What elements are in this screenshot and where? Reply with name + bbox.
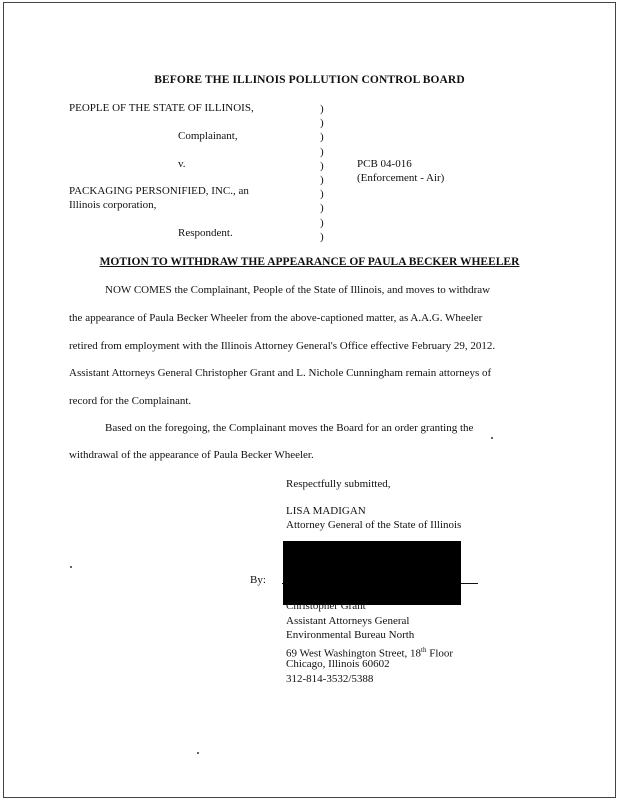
signer-name: Christopher Grant xyxy=(286,600,366,612)
paren: ) xyxy=(320,131,324,144)
paren: ) xyxy=(320,159,324,172)
closing: Respectfully submitted, xyxy=(286,478,391,490)
bureau-name: Environmental Bureau North xyxy=(286,629,415,641)
caption-parentheses xyxy=(320,102,324,244)
by-label: By: xyxy=(250,574,266,586)
body-line: Assistant Attorneys General Christopher Grant and L. Nichole Cunningham remain attorneys of xyxy=(69,367,492,379)
street-address-text: 69 West Washington Street, 18 xyxy=(286,647,422,660)
paren: ) xyxy=(320,230,324,243)
phone-number: 312-814-3532/5388 xyxy=(286,673,374,685)
city-address: Chicago, Illinois 60602 xyxy=(286,658,390,670)
defendant-name: PACKAGING PERSONIFIED, INC., an xyxy=(69,185,249,197)
defendant-description: Illinois corporation, xyxy=(69,199,157,211)
case-type: (Enforcement - Air) xyxy=(357,172,445,184)
attorney-general-office: Attorney General of the State of Illinois xyxy=(286,519,462,531)
case-number: PCB 04-016 xyxy=(357,158,412,170)
scan-speck xyxy=(491,437,493,439)
body-line: withdrawal of the appearance of Paula Becker Wheeler. xyxy=(69,449,314,461)
attorney-general-name: LISA MADIGAN xyxy=(286,505,366,517)
floor-ordinal: th xyxy=(421,646,427,654)
paren: ) xyxy=(320,216,324,229)
paren: ) xyxy=(320,103,324,115)
signer-title: Assistant Attorneys General xyxy=(286,615,410,627)
plaintiff-role: Complainant, xyxy=(178,130,238,142)
body-line: Based on the foregoing, the Complainant moves the Board for an order granting the xyxy=(105,422,474,434)
scan-speck xyxy=(70,566,72,568)
paren: ) xyxy=(320,117,324,130)
paren: ) xyxy=(320,202,324,215)
body-line: record for the Complainant. xyxy=(69,395,192,407)
scan-speck xyxy=(197,752,199,754)
paren: ) xyxy=(320,174,324,187)
body-line: retired from employment with the Illinois Attorney General's Office effective February 29, 2012. xyxy=(69,340,496,352)
body-line: NOW COMES the Complainant, People of the State of Illinois, and moves to withdraw xyxy=(105,284,491,296)
document-page xyxy=(3,2,616,798)
versus: v. xyxy=(178,158,186,170)
motion-heading: MOTION TO WITHDRAW THE APPEARANCE OF PAULA BECKER WHEELER xyxy=(99,256,520,268)
defendant-role: Respondent. xyxy=(178,227,233,239)
plaintiff-name: PEOPLE OF THE STATE OF ILLINOIS, xyxy=(69,102,254,114)
redaction-block xyxy=(283,541,461,605)
paren: ) xyxy=(320,145,324,158)
body-line: the appearance of Paula Becker Wheeler from the above-captioned matter, as A.A.G. Wheeler xyxy=(69,312,483,324)
floor-label: Floor xyxy=(426,647,454,660)
board-title: BEFORE THE ILLINOIS POLLUTION CONTROL BOARD xyxy=(154,74,465,86)
paren: ) xyxy=(320,188,324,201)
